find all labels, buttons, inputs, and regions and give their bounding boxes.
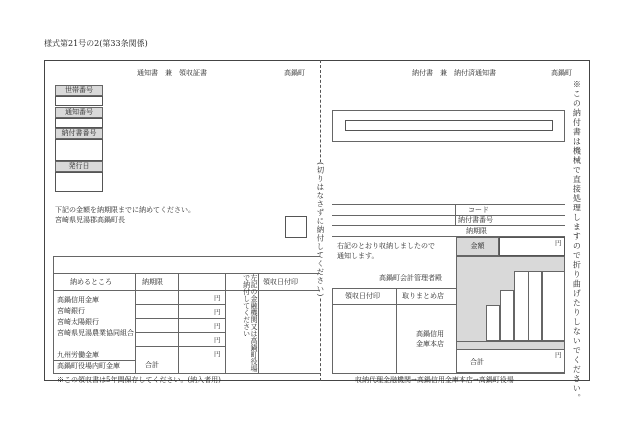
yen-unit: 円 xyxy=(214,294,221,302)
yen-unit: 円 xyxy=(214,336,221,344)
left-header: 通知書 兼 領収証書 xyxy=(137,69,207,77)
household-number-field xyxy=(55,96,103,106)
right-town: 高鍋町 xyxy=(551,69,572,77)
col-receipt-date-header: 領収日付印 xyxy=(263,278,298,286)
mayor-text: 宮崎県児湯郡高鍋町長 xyxy=(55,216,125,224)
yen-unit: 円 xyxy=(555,351,562,359)
received-text-line1: 右記のとおり収納しましたので xyxy=(337,242,435,250)
bank-name-line1: 高鍋信用 xyxy=(416,330,444,338)
notice-number-field xyxy=(55,118,103,128)
yen-unit: 円 xyxy=(214,308,221,316)
machine-processing-note: ※この納付書は機械で直接処理しますので折り曲げたりしないでください。 xyxy=(572,80,582,403)
manager-text: 高鍋町会計管理者殿 xyxy=(379,274,442,282)
code-label: コード xyxy=(468,206,489,214)
pay-at-note: 左記の金融機関又は高鍋町役場で納付してください xyxy=(242,274,258,372)
bank-list-item: 高鍋町役場内町金庫 xyxy=(57,362,120,370)
barcode-area xyxy=(332,110,565,142)
collection-store-label: 取りまとめ店 xyxy=(402,292,444,300)
payment-number-label-right: 納付書番号 xyxy=(458,216,493,224)
col-due-header: 納期限 xyxy=(142,278,163,286)
right-footer: 収納代理金融機関→高鍋信用金庫本店→高鍋町役場 xyxy=(355,376,514,384)
bank-list-item: 九州労働金庫 xyxy=(57,351,99,359)
amount-label: 金額 xyxy=(456,237,499,256)
bank-list-item: 宮崎銀行 xyxy=(57,307,85,315)
payment-number-field xyxy=(55,139,103,161)
bank-name-line2: 金庫本店 xyxy=(416,340,444,348)
household-number-label: 世帯番号 xyxy=(55,85,103,96)
yen-unit: 円 xyxy=(214,350,221,358)
payment-number-label: 納付書番号 xyxy=(55,128,103,139)
received-text-line2: 通知します。 xyxy=(337,252,379,260)
barcode-window xyxy=(345,120,553,131)
right-total-label: 合計 xyxy=(470,358,484,366)
issue-date-field xyxy=(55,172,103,192)
col-place-header: 納めるところ xyxy=(70,278,112,286)
left-town: 高鍋町 xyxy=(284,69,305,77)
right-header: 納付書 兼 納付済通知書 xyxy=(412,69,496,77)
bank-list-item: 宮崎県児湯農業協同組合 xyxy=(57,329,134,337)
receipt-stamp-label: 領収日付印 xyxy=(345,292,380,300)
yen-unit: 円 xyxy=(555,239,562,247)
left-footer: ※この領収書は5年間保存してください。(納入者用) xyxy=(57,376,221,384)
issue-date-label: 発行日 xyxy=(55,161,103,172)
notice-number-label: 通知番号 xyxy=(55,107,103,118)
fold-instruction: (切りはなさずに納付してください) xyxy=(315,162,325,298)
due-date-label-right: 納期限 xyxy=(466,227,487,235)
form-title: 様式第21号の2(第33条関係) xyxy=(44,39,148,48)
yen-unit: 円 xyxy=(214,322,221,330)
bank-list-item: 宮崎太陽銀行 xyxy=(57,318,99,326)
left-total-label: 合計 xyxy=(145,361,159,369)
instruction-text: 下記の金額を納期限までに納めてください。 xyxy=(55,206,195,214)
bank-list-item: 高鍋信用金庫 xyxy=(57,296,99,304)
stamp-box xyxy=(285,216,307,238)
